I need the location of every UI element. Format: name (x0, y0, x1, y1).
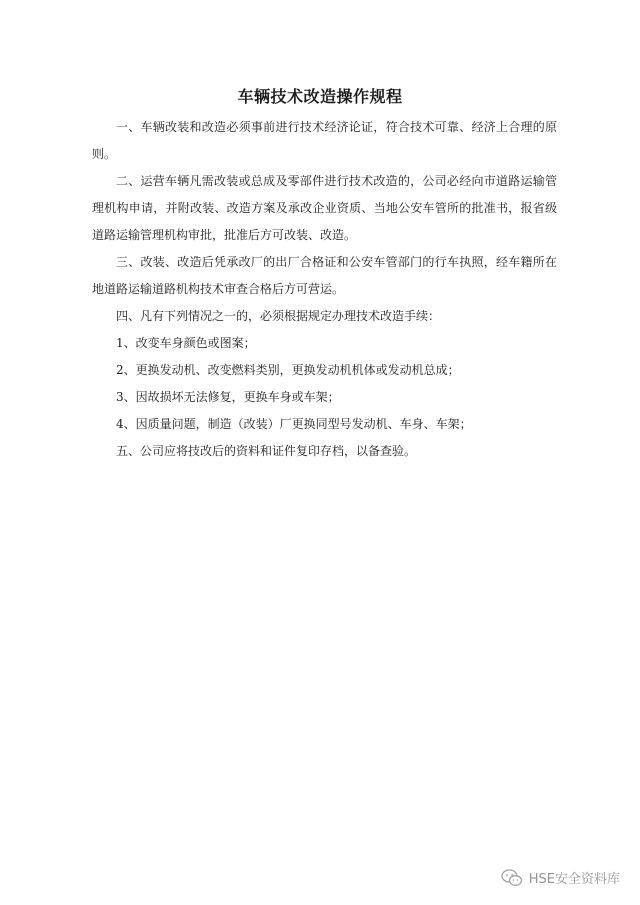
watermark-text: HSE安全资料库 (528, 872, 620, 887)
paragraph-4: 四、凡有下列情况之一的，必须根据规定办理技术改造手续： (116, 309, 441, 323)
document-body (92, 114, 557, 465)
list-item-3: 3、因故损坏无法修复，更换车身或车架； (116, 390, 340, 404)
paragraph-2: 二、运营车辆凡需改装或总成及零部件进行技术改造的，公司必经向市道路运输管理机构申请，并附改装、改造方案及承改企业资质、当地公安车管所的批准书，报省级道路运输管理机构审批，批准后方可改装、改造。 (92, 174, 557, 242)
list-item-2: 2、更换发动机、改变燃料类别，更换发动机机体或发动机总成； (116, 363, 460, 377)
list-item-1: 1、改变车身颜色或图案； (116, 336, 256, 350)
list-item-4: 4、因质量问题，制造（改装）厂更换同型号发动机、车身、车架； (116, 417, 472, 431)
paragraph-1: 一、车辆改装和改造必须事前进行技术经济论证，符合技术可靠、经济上合理的原则。 (92, 120, 557, 161)
paragraph-3: 三、改装、改造后凭承改厂的出厂合格证和公安车管部门的行车执照，经车籍所在地道路运输道路机构技术审查合格后方可营运。 (92, 255, 557, 296)
wechat-icon (501, 869, 523, 887)
document-title: 车辆技术改造操作规程 (237, 87, 403, 106)
watermark (501, 868, 620, 887)
paragraph-5: 五、公司应将技改后的资料和证件复印存档，以备查验。 (116, 444, 417, 458)
